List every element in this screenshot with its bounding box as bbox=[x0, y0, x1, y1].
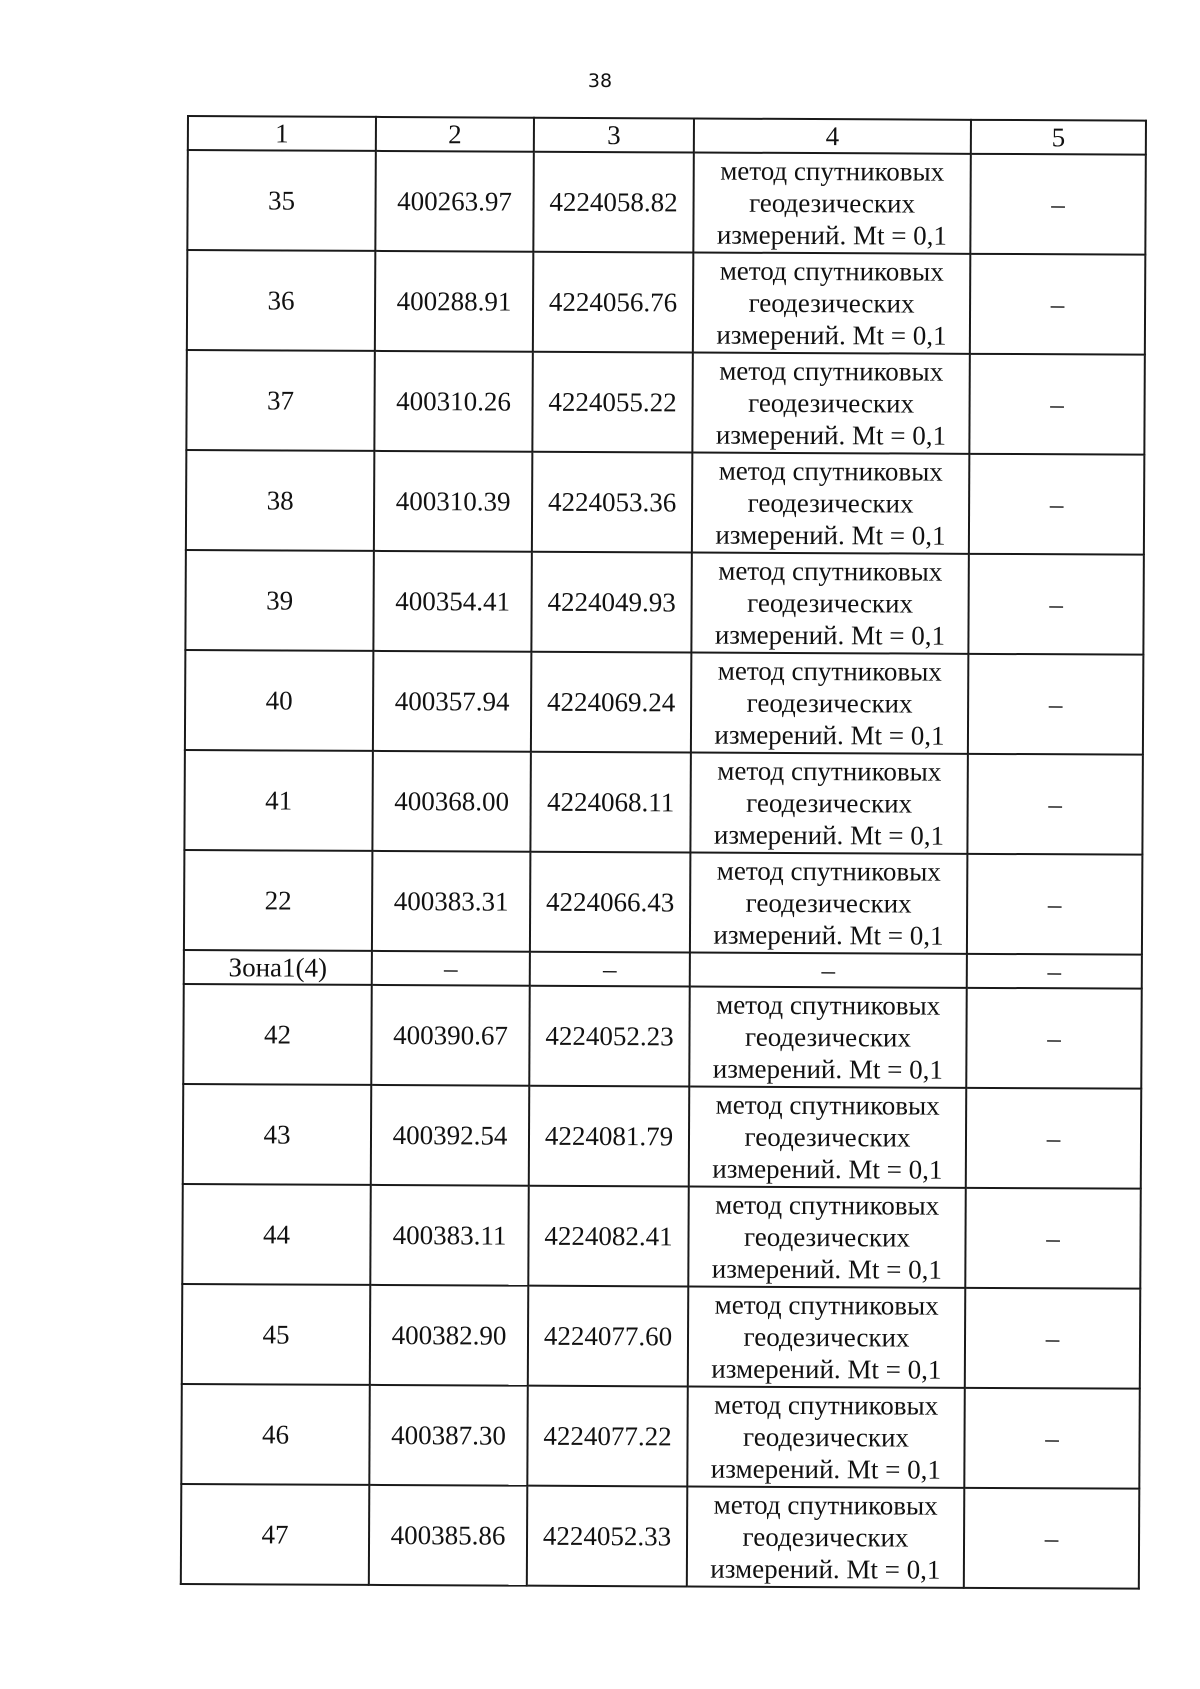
point-number-cell: Зона1(4) bbox=[184, 950, 372, 985]
point-number-cell: 47 bbox=[181, 1484, 369, 1585]
table-row bbox=[183, 984, 1141, 1089]
note-cell: – bbox=[965, 1188, 1140, 1289]
table-row bbox=[186, 450, 1144, 555]
note-cell: – bbox=[970, 254, 1145, 355]
y-coordinate-cell: 4224058.82 bbox=[533, 152, 693, 253]
x-coordinate-cell: 400288.91 bbox=[375, 251, 533, 352]
method-cell bbox=[687, 1386, 964, 1487]
y-coordinate-cell: 4224052.33 bbox=[527, 1486, 687, 1587]
point-number-cell: 36 bbox=[187, 250, 375, 351]
note-cell: – bbox=[966, 1088, 1141, 1189]
y-coordinate-cell: 4224081.79 bbox=[529, 1086, 689, 1187]
table-row bbox=[184, 750, 1142, 855]
method-text: метод спутниковых геодезических измерений. Mt = 0,1 bbox=[714, 555, 946, 651]
method-text: метод спутниковых геодезических измерений. Mt = 0,1 bbox=[715, 455, 946, 551]
method-text: метод спутниковых геодезических измерений. Mt = 0,1 bbox=[714, 655, 945, 751]
note-cell: – bbox=[967, 954, 1142, 989]
x-coordinate-cell: 400310.39 bbox=[374, 451, 532, 552]
method-text: метод спутниковых геодезических измерений. Mt = 0,1 bbox=[716, 255, 947, 351]
note-cell: – bbox=[969, 354, 1144, 455]
coordinates-table bbox=[180, 115, 1147, 1590]
point-number-cell: 42 bbox=[183, 984, 371, 1085]
method-cell bbox=[689, 986, 966, 1087]
y-coordinate-cell: 4224053.36 bbox=[532, 452, 692, 553]
method-text: метод спутниковых геодезических измерений. Mt = 0,1 bbox=[710, 1389, 942, 1485]
note-cell: – bbox=[964, 1488, 1139, 1589]
y-coordinate-cell: 4224082.41 bbox=[528, 1186, 688, 1287]
method-cell bbox=[691, 652, 968, 753]
method-cell bbox=[689, 1086, 966, 1187]
point-number-cell: 35 bbox=[187, 150, 375, 251]
method-cell bbox=[688, 1186, 965, 1287]
point-number-cell: 40 bbox=[185, 650, 373, 751]
x-coordinate-cell: 400263.97 bbox=[375, 151, 533, 252]
table-row bbox=[182, 1184, 1140, 1289]
x-coordinate-cell: 400387.30 bbox=[369, 1385, 527, 1486]
method-text: метод спутниковых геодезических измерений. Mt = 0,1 bbox=[716, 155, 948, 251]
method-cell bbox=[693, 252, 970, 353]
y-coordinate-cell: – bbox=[530, 952, 690, 987]
point-number-cell: 43 bbox=[183, 1084, 371, 1185]
method-cell bbox=[688, 1286, 965, 1387]
coordinates-table-container bbox=[180, 115, 1145, 1590]
x-coordinate-cell: 400382.90 bbox=[370, 1285, 528, 1386]
method-text: метод спутниковых геодезических измерений. Mt = 0,1 bbox=[710, 1489, 941, 1585]
note-cell: – bbox=[967, 754, 1142, 855]
note-cell: – bbox=[970, 154, 1145, 255]
method-text: метод спутниковых геодезических измерений. Mt = 0,1 bbox=[711, 1289, 942, 1385]
column-header-4: 4 bbox=[694, 118, 971, 153]
x-coordinate-cell: 400385.86 bbox=[369, 1485, 527, 1586]
table-row bbox=[185, 650, 1143, 755]
y-coordinate-cell: 4224052.23 bbox=[529, 986, 689, 1087]
table-row bbox=[187, 150, 1145, 255]
method-cell bbox=[692, 452, 969, 553]
point-number-cell: 39 bbox=[185, 550, 373, 651]
table-row bbox=[186, 350, 1144, 455]
point-number-cell: 22 bbox=[184, 850, 372, 951]
method-text: метод спутниковых геодезических измерений. Mt = 0,1 bbox=[713, 855, 944, 951]
table-header-row bbox=[188, 116, 1146, 155]
table-row bbox=[187, 250, 1145, 355]
x-coordinate-cell: 400357.94 bbox=[373, 651, 531, 752]
method-cell bbox=[691, 552, 968, 653]
column-header-2: 2 bbox=[376, 117, 534, 152]
method-text: метод спутниковых геодезических измерений. Mt = 0,1 bbox=[712, 989, 943, 1085]
note-cell: – bbox=[964, 1388, 1139, 1489]
y-coordinate-cell: 4224069.24 bbox=[531, 652, 691, 753]
note-cell: – bbox=[965, 1288, 1140, 1389]
y-coordinate-cell: 4224068.11 bbox=[530, 752, 690, 853]
table-row bbox=[182, 1284, 1140, 1389]
x-coordinate-cell: 400383.31 bbox=[372, 851, 530, 952]
x-coordinate-cell: 400310.26 bbox=[374, 351, 532, 452]
note-cell: – bbox=[967, 854, 1142, 955]
method-cell bbox=[692, 352, 969, 453]
note-cell: – bbox=[968, 554, 1143, 655]
x-coordinate-cell: 400383.11 bbox=[370, 1185, 528, 1286]
y-coordinate-cell: 4224077.60 bbox=[528, 1286, 688, 1387]
point-number-cell: 45 bbox=[182, 1284, 370, 1385]
table-row bbox=[184, 850, 1142, 955]
y-coordinate-cell: 4224055.22 bbox=[532, 352, 692, 453]
x-coordinate-cell: 400390.67 bbox=[371, 985, 529, 1086]
method-cell bbox=[690, 752, 967, 853]
method-cell bbox=[687, 1486, 964, 1587]
method-text: метод спутниковых геодезических измерений. Mt = 0,1 bbox=[713, 755, 945, 851]
table-row bbox=[183, 1084, 1141, 1189]
x-coordinate-cell: 400392.54 bbox=[371, 1085, 529, 1186]
note-cell: – bbox=[968, 654, 1143, 755]
y-coordinate-cell: 4224077.22 bbox=[527, 1386, 687, 1487]
point-number-cell: 37 bbox=[186, 350, 374, 451]
zone-row bbox=[184, 950, 1142, 989]
method-text: метод спутниковых геодезических измерений. Mt = 0,1 bbox=[711, 1189, 943, 1285]
table-row bbox=[181, 1384, 1139, 1489]
point-number-cell: 41 bbox=[184, 750, 372, 851]
column-header-3: 3 bbox=[534, 118, 694, 153]
y-coordinate-cell: 4224056.76 bbox=[533, 252, 693, 353]
method-cell bbox=[690, 852, 967, 953]
column-header-5: 5 bbox=[971, 120, 1146, 155]
method-text: метод спутниковых геодезических измерений. Mt = 0,1 bbox=[715, 355, 947, 451]
y-coordinate-cell: 4224066.43 bbox=[530, 852, 690, 953]
y-coordinate-cell: 4224049.93 bbox=[531, 552, 691, 653]
table-row bbox=[181, 1484, 1139, 1589]
column-header-1: 1 bbox=[188, 116, 376, 151]
x-coordinate-cell: – bbox=[372, 951, 530, 986]
method-cell: – bbox=[690, 952, 967, 987]
point-number-cell: 44 bbox=[182, 1184, 370, 1285]
x-coordinate-cell: 400354.41 bbox=[373, 551, 531, 652]
method-text: метод спутниковых геодезических измерений. Mt = 0,1 bbox=[712, 1089, 943, 1185]
table-row bbox=[185, 550, 1143, 655]
x-coordinate-cell: 400368.00 bbox=[372, 751, 530, 852]
point-number-cell: 46 bbox=[181, 1384, 369, 1485]
note-cell: – bbox=[966, 988, 1141, 1089]
note-cell: – bbox=[969, 454, 1144, 555]
method-cell bbox=[693, 152, 970, 253]
page-number: 38 bbox=[587, 70, 613, 92]
point-number-cell: 38 bbox=[186, 450, 374, 551]
